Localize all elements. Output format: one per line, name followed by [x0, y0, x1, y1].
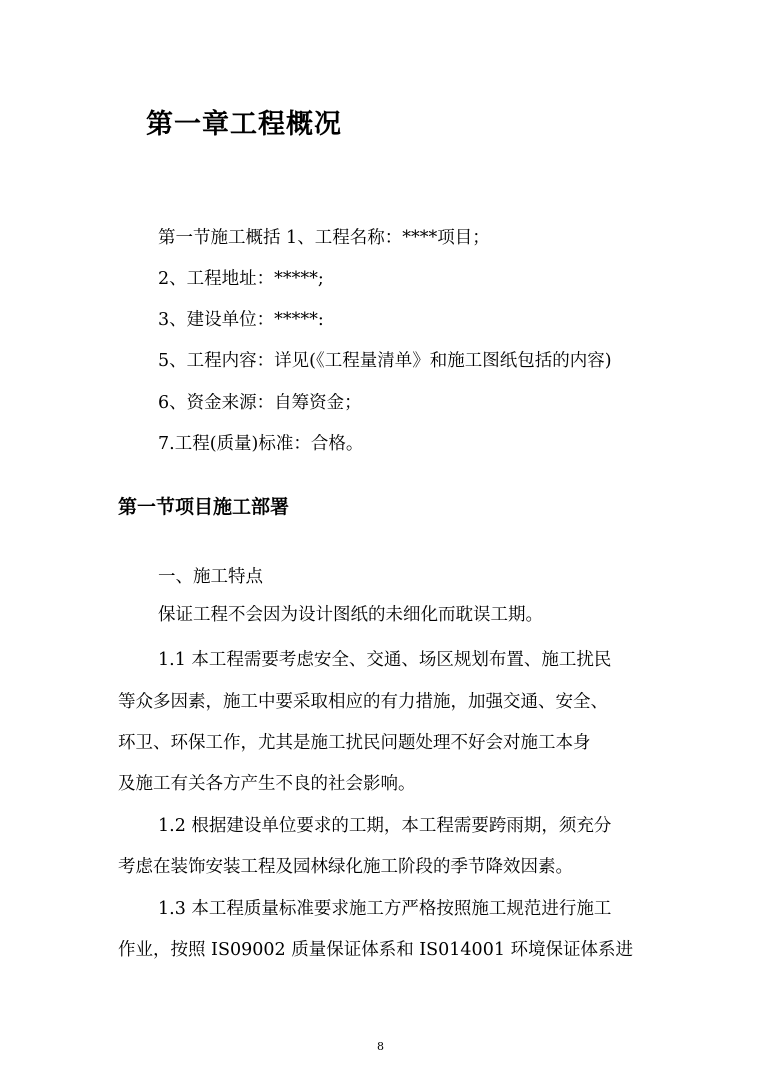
- paragraph-2-line-2: 考虑在装饰安装工程及园林绿化施工阶段的季节降效因素。: [118, 857, 573, 877]
- overview-line-1: 第一节施工概括 1、工程名称：****项目；: [158, 228, 490, 248]
- paragraph-1-line-1: 1.1 本工程需要考虑安全、交通、场区规划布置、施工扰民: [158, 650, 612, 670]
- intro-line: 保证工程不会因为设计图纸的未细化而耽误工期。: [158, 605, 543, 625]
- overview-line-2: 2、工程地址：*****;: [158, 269, 324, 289]
- chapter-title: 第一章工程概况: [146, 109, 342, 140]
- paragraph-1-line-4: 及施工有关各方产生不良的社会影响。: [118, 774, 416, 794]
- paragraph-3-line-2: 作业，按照 IS09002 质量保证体系和 IS014001 环境保证体系进: [118, 940, 634, 960]
- paragraph-1-line-2: 等众多因素，施工中要采取相应的有力措施，加强交通、安全、: [118, 692, 608, 712]
- overview-line-3: 3、建设单位：*****:: [158, 310, 324, 330]
- overview-line-5: 6、资金来源：自筹资金；: [158, 393, 362, 413]
- subheading: 一、施工特点: [158, 567, 263, 587]
- overview-line-6: 7.工程(质量)标准：合格。: [158, 434, 364, 454]
- section-title: 第一节项目施工部署: [118, 496, 290, 518]
- paragraph-3-line-1: 1.3 本工程质量标准要求施工方严格按照施工规范进行施工: [158, 899, 612, 919]
- paragraph-1-line-3: 环卫、环保工作，尤其是施工扰民问题处理不好会对施工本身: [118, 733, 591, 753]
- paragraph-2-line-1: 1.2 根据建设单位要求的工期，本工程需要跨雨期，须充分: [158, 816, 612, 836]
- page-number: 8: [377, 1040, 384, 1053]
- overview-line-4: 5、工程内容：详见(《工程量清单》和施工图纸包括的内容): [158, 351, 612, 371]
